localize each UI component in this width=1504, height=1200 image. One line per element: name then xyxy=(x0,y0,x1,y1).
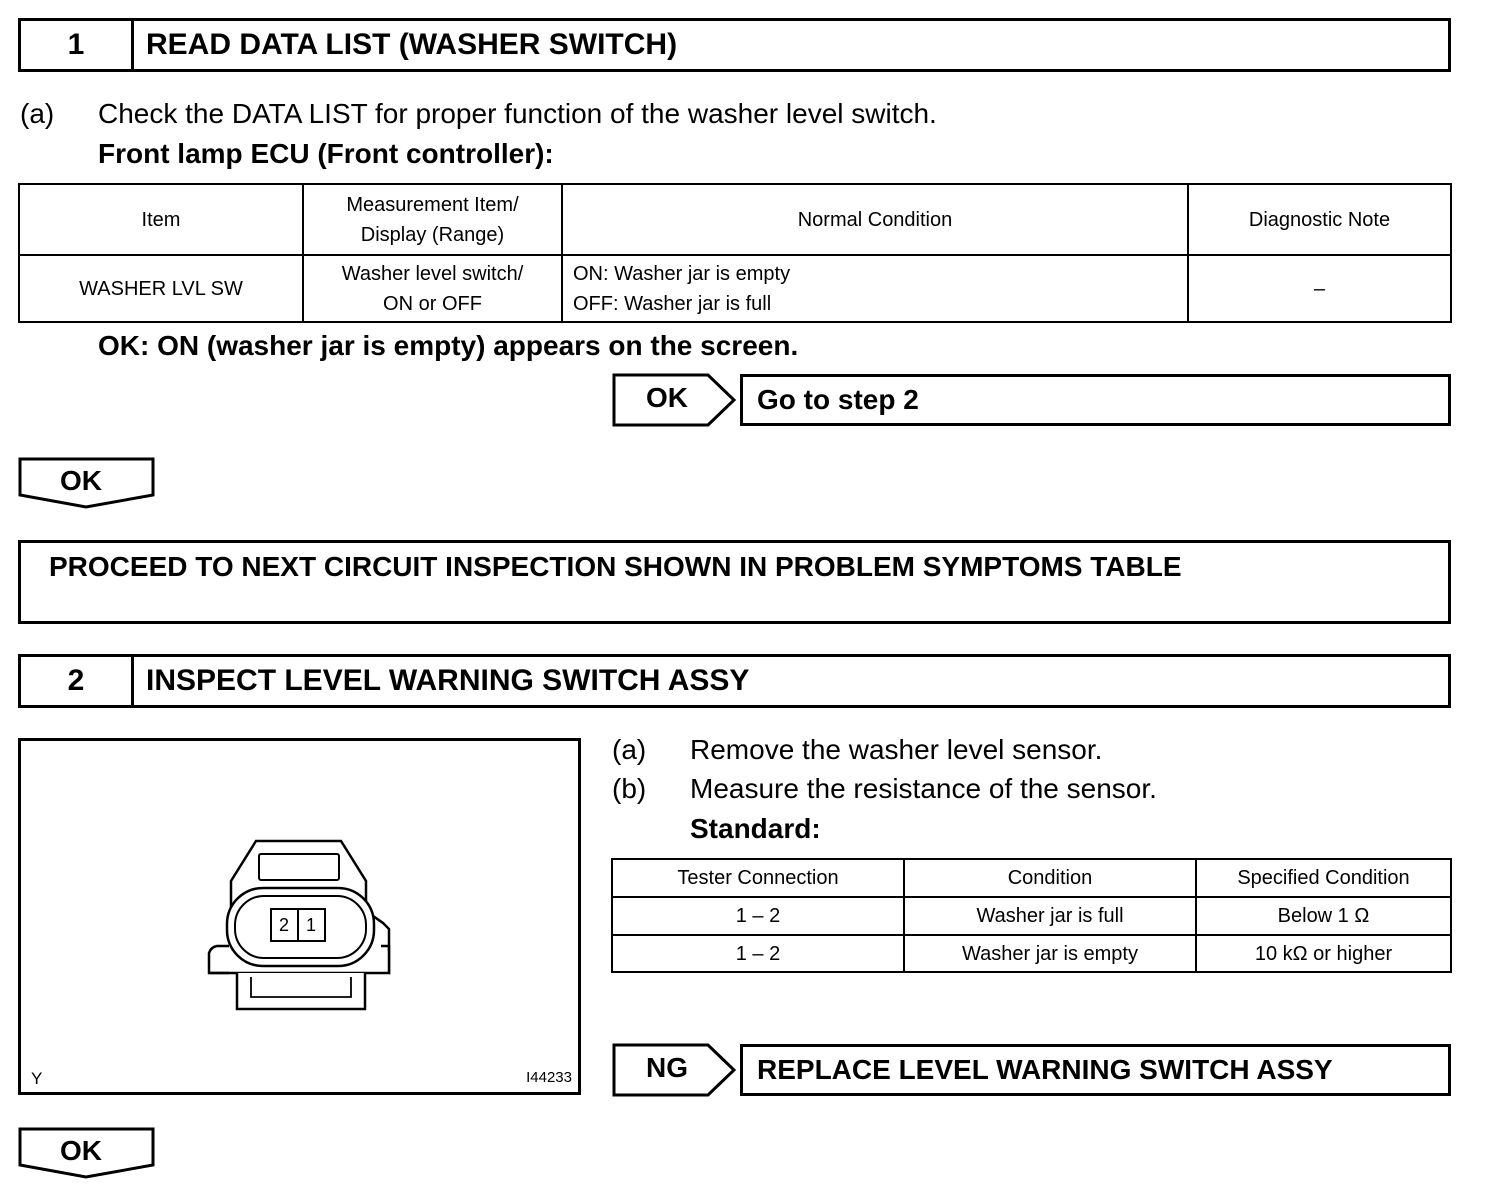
res-cell: Washer jar is empty xyxy=(904,935,1196,972)
connector-drawing xyxy=(21,741,578,1092)
cell-measurement-line2: ON or OFF xyxy=(383,292,482,315)
step2b-marker: (b) xyxy=(612,773,647,804)
ok-down-label-2: OK xyxy=(60,1135,102,1166)
step1-header xyxy=(18,18,1451,72)
step2-title: INSPECT LEVEL WARNING SWITCH ASSY xyxy=(146,664,750,697)
step1-title: READ DATA LIST (WASHER SWITCH) xyxy=(146,28,678,61)
res-cell: 1 – 2 xyxy=(612,935,904,972)
table-row xyxy=(612,935,1451,972)
cell-note: – xyxy=(1188,255,1451,322)
cell-normal-line2: OFF: Washer jar is full xyxy=(573,292,772,315)
standard-label: Standard: xyxy=(690,813,821,844)
figure-corner-left: Y xyxy=(31,1069,43,1088)
cell-item: WASHER LVL SW xyxy=(19,255,303,322)
header-measurement-line1: Measurement Item/ xyxy=(346,193,519,216)
step2-number: 2 xyxy=(21,657,134,705)
res-cell: 1 – 2 xyxy=(612,897,904,935)
res-header-condition: Condition xyxy=(904,859,1196,897)
step2b-text: Measure the resistance of the sensor. xyxy=(690,773,1157,804)
table-header-normal: Normal Condition xyxy=(562,184,1188,255)
resistance-table xyxy=(611,858,1452,973)
res-cell: 10 kΩ or higher xyxy=(1196,935,1451,972)
res-cell: Below 1 Ω xyxy=(1196,897,1451,935)
step2a-marker: (a) xyxy=(612,734,647,765)
ok-arrow-label: OK xyxy=(646,382,688,413)
table-row xyxy=(19,255,1451,322)
step1-instruction: Check the DATA LIST for proper function of the washer level switch. xyxy=(98,98,937,129)
data-list-table xyxy=(18,183,1452,323)
proceed-text: PROCEED TO NEXT CIRCUIT INSPECTION SHOWN IN PROBLEM SYMPTOMS TABLE xyxy=(49,551,1182,582)
header-measurement-line2: Display (Range) xyxy=(360,223,505,246)
cell-normal xyxy=(562,255,1188,322)
cell-measurement xyxy=(303,255,562,322)
cell-normal-line1: ON: Washer jar is empty xyxy=(573,262,791,285)
ng-arrow-label: NG xyxy=(646,1052,688,1083)
replace-label: REPLACE LEVEL WARNING SWITCH ASSY xyxy=(757,1054,1333,1085)
step1-instruction-marker: (a) xyxy=(20,98,55,129)
table-header-note: Diagnostic Note xyxy=(1188,184,1451,255)
step1-subheading: Front lamp ECU (Front controller): xyxy=(98,138,554,169)
res-header-specified: Specified Condition xyxy=(1196,859,1451,897)
table-row xyxy=(612,897,1451,935)
step1-number: 1 xyxy=(21,21,134,69)
table-header-item: Item xyxy=(19,184,303,255)
ok-down-label-1: OK xyxy=(60,465,102,496)
res-header-tester: Tester Connection xyxy=(612,859,904,897)
figure-corner-right: I44233 xyxy=(526,1069,572,1086)
res-cell: Washer jar is full xyxy=(904,897,1196,935)
connector-figure xyxy=(18,738,581,1095)
cell-measurement-line1: Washer level switch/ xyxy=(341,262,524,285)
go-to-step2-box xyxy=(740,374,1451,426)
go-to-step2-label: Go to step 2 xyxy=(757,384,919,415)
step1-ok-statement: OK: ON (washer jar is empty) appears on the screen. xyxy=(98,330,799,361)
step2a-text: Remove the washer level sensor. xyxy=(690,734,1103,765)
pin-2-label: 2 xyxy=(279,915,290,935)
proceed-box xyxy=(18,540,1451,624)
table-header-measurement xyxy=(303,184,562,255)
step2-header xyxy=(18,654,1451,708)
pin-1-label: 1 xyxy=(306,915,317,935)
replace-box xyxy=(740,1044,1451,1096)
